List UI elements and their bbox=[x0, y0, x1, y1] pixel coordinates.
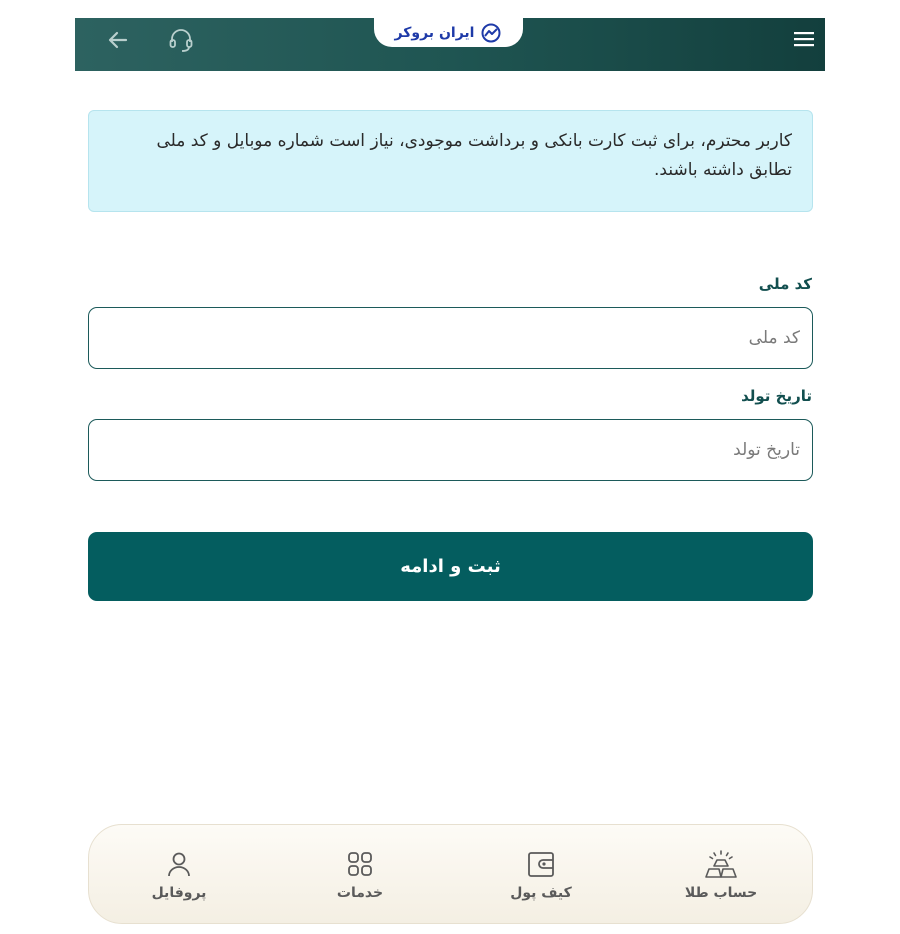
chart-logo-icon bbox=[480, 23, 502, 43]
headset-icon bbox=[167, 26, 195, 54]
national-code-label: کد ملی bbox=[758, 275, 812, 293]
logo-text: ایران بروکر bbox=[394, 24, 475, 41]
nav-item-profile[interactable] bbox=[119, 849, 239, 901]
nav-item-gold-account[interactable] bbox=[661, 849, 781, 901]
submit-continue-button[interactable]: ثبت و ادامه bbox=[88, 532, 813, 601]
info-notice: کاربر محترم، برای ثبت کارت بانکی و برداشت موجودی، نیاز است شماره موبایل و کد ملی تطابق داشته باشند. bbox=[88, 110, 813, 212]
nav-label-profile: پروفایل bbox=[151, 885, 207, 901]
brand-logo bbox=[374, 18, 523, 47]
gold-bars-icon bbox=[702, 849, 740, 879]
nav-item-services[interactable] bbox=[300, 849, 420, 901]
back-button[interactable] bbox=[104, 26, 132, 54]
nav-label-wallet: کیف پول bbox=[510, 885, 572, 901]
hamburger-menu-icon bbox=[794, 31, 814, 47]
nav-label-services: خدمات bbox=[336, 885, 384, 901]
nav-item-wallet[interactable] bbox=[481, 849, 601, 901]
menu-button[interactable] bbox=[790, 27, 818, 51]
national-code-input[interactable] bbox=[88, 307, 813, 369]
birth-date-input[interactable] bbox=[88, 419, 813, 481]
nav-label-gold-account: حساب طلا bbox=[684, 885, 758, 901]
wallet-icon bbox=[526, 849, 556, 879]
arrow-left-icon bbox=[106, 28, 130, 52]
grid-icon bbox=[345, 849, 375, 879]
user-icon bbox=[164, 849, 194, 879]
birth-date-label: تاریخ تولد bbox=[741, 387, 812, 405]
support-button[interactable] bbox=[166, 25, 196, 55]
bottom-navigation bbox=[88, 824, 813, 924]
